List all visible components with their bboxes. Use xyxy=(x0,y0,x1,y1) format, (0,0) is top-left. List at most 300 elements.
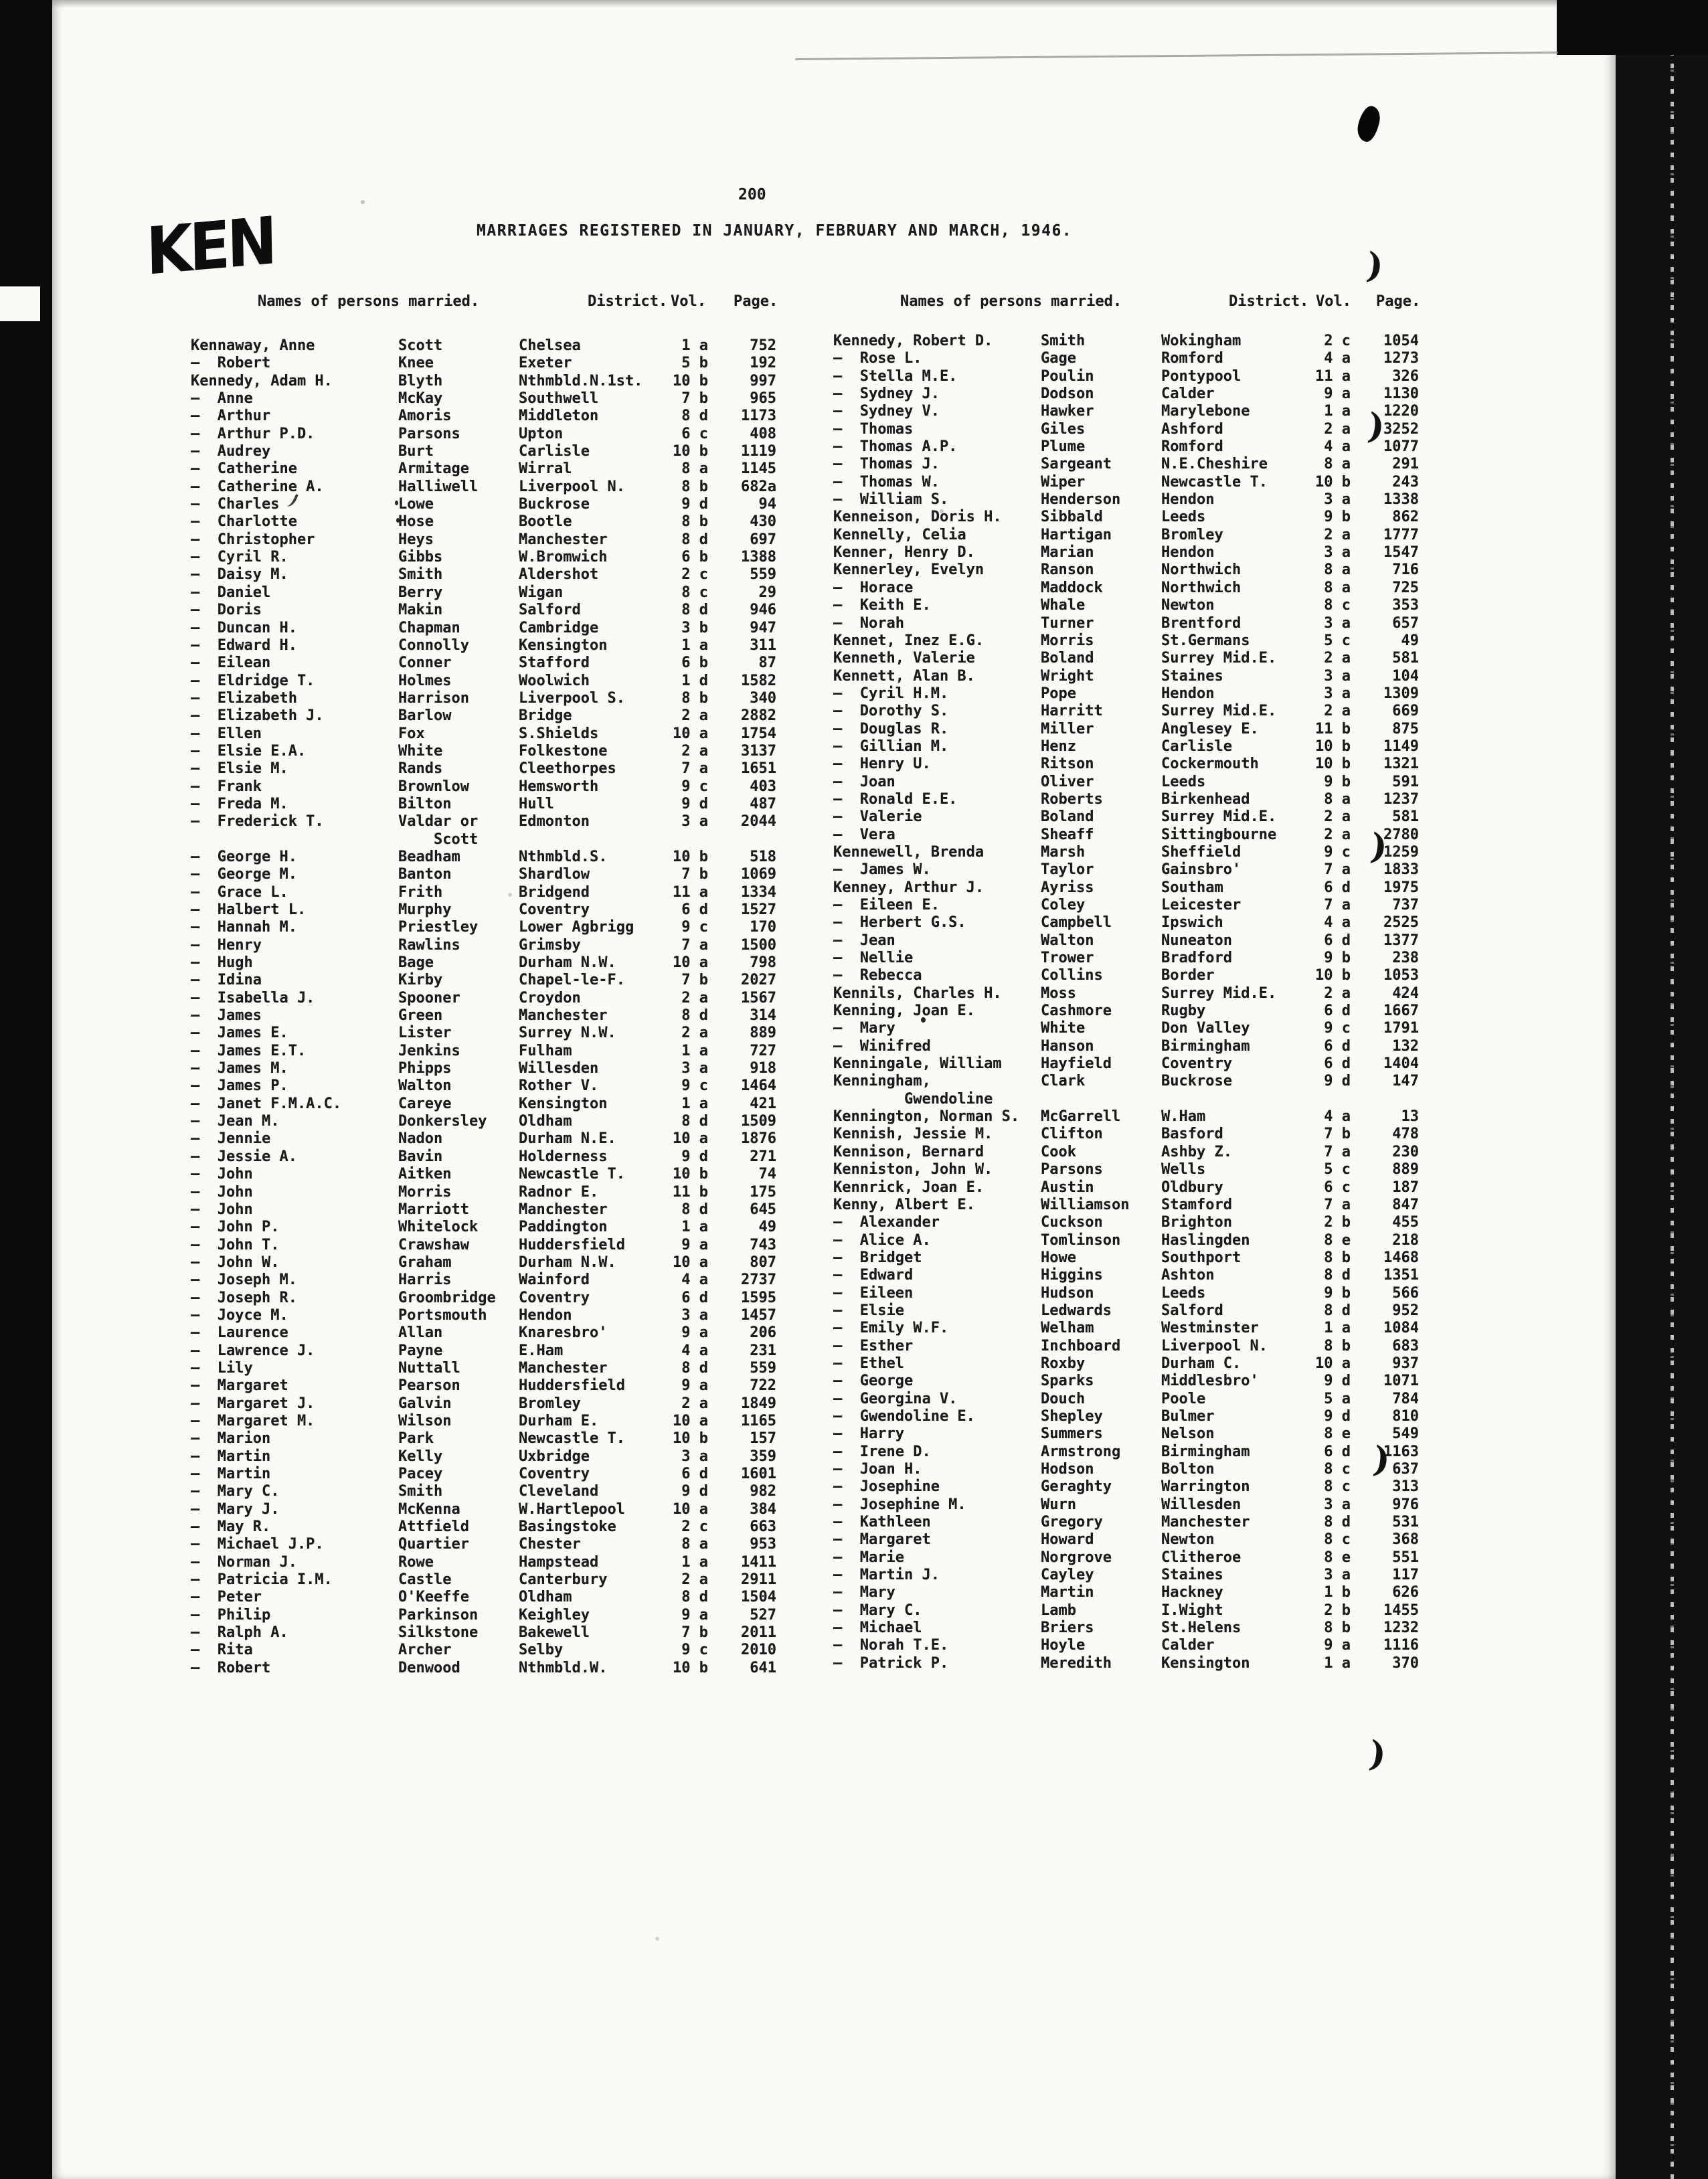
index-row xyxy=(833,1144,1429,1161)
index-row xyxy=(833,1531,1429,1549)
index-row xyxy=(833,1055,1429,1073)
name-cell: — Emily W.F. xyxy=(833,1320,949,1337)
name-cell: — Jean M. xyxy=(191,1113,280,1130)
volume-cell: 6 c xyxy=(681,425,708,442)
volume-cell: 3 a xyxy=(1324,1567,1351,1584)
index-row xyxy=(833,1425,1429,1443)
page-ref-cell: 716 xyxy=(1392,561,1419,579)
name-cell: — Rose L. xyxy=(833,350,922,367)
name-cell: Kennedy, Robert D. xyxy=(833,333,993,349)
spouse-surname-cell: Henderson xyxy=(1041,491,1121,509)
spouse-surname-cell: Armitage xyxy=(398,460,469,478)
volume-cell: 2 c xyxy=(1324,333,1351,349)
spouse-surname-cell: Walton xyxy=(1041,932,1094,949)
district-cell: Oldbury xyxy=(1161,1179,1223,1196)
index-column-right xyxy=(833,333,1429,1672)
name-cell: — Horace xyxy=(833,579,914,596)
volume-cell: 1 a xyxy=(681,337,708,354)
volume-cell: 1 b xyxy=(1324,1584,1351,1601)
page-ref-cell: 170 xyxy=(750,919,776,936)
spouse-surname-cell: White xyxy=(1041,1020,1086,1037)
volume-cell: 8 c xyxy=(681,584,708,601)
spouse-surname-cell: Gibbs xyxy=(398,549,443,566)
spouse-surname-cell: Sargeant xyxy=(1041,456,1112,473)
index-row xyxy=(833,1444,1429,1461)
page-ref-cell: 1220 xyxy=(1383,403,1419,420)
page-ref-cell: 1457 xyxy=(741,1306,776,1324)
index-row xyxy=(191,743,786,760)
name-cell: — John W. xyxy=(191,1253,280,1271)
name-cell: — Irene D. xyxy=(833,1443,931,1460)
page-ref-cell: 566 xyxy=(1392,1284,1419,1302)
volume-cell: 2 a xyxy=(681,1395,708,1412)
index-row xyxy=(191,901,786,919)
page-ref-cell: 559 xyxy=(750,1359,776,1377)
page-ref-cell: 1321 xyxy=(1383,756,1419,773)
spouse-surname-cell: Tomlinson xyxy=(1041,1231,1121,1249)
name-cell: — Josephine xyxy=(833,1478,940,1496)
page-ref-cell: 359 xyxy=(750,1448,776,1465)
district-cell: Northwich xyxy=(1161,579,1242,596)
spouse-surname-cell: Harris xyxy=(398,1272,452,1289)
page-ref-cell: 727 xyxy=(750,1042,776,1059)
spouse-surname-cell: Cashmore xyxy=(1041,1003,1112,1020)
district-cell: Grimsby xyxy=(519,936,581,954)
index-row xyxy=(191,373,786,390)
volume-cell: 9 d xyxy=(681,1483,708,1500)
page-ref-cell: 94 xyxy=(758,496,776,513)
spouse-surname-cell: Phipps xyxy=(398,1060,452,1077)
district-cell: Staines xyxy=(1161,667,1223,685)
district-cell: Newton xyxy=(1161,597,1215,614)
volume-cell: 8 d xyxy=(681,1359,708,1377)
page-ref-cell: 74 xyxy=(758,1166,776,1183)
volume-cell: 6 d xyxy=(1324,1037,1351,1055)
index-row xyxy=(833,808,1429,826)
district-cell: W.Hartlepool xyxy=(519,1500,625,1518)
spouse-surname-cell: Careye xyxy=(398,1095,452,1112)
page-ref-cell: 13 xyxy=(1401,1108,1419,1126)
page-ref-cell: 1165 xyxy=(741,1412,776,1429)
district-cell: Manchester xyxy=(519,1007,608,1025)
name-cell: — Grace L. xyxy=(191,883,288,901)
volume-cell: 8 b xyxy=(681,513,708,531)
volume-cell: 9 c xyxy=(1324,1020,1351,1037)
district-cell: Ashford xyxy=(1161,420,1223,438)
district-cell: Don Valley xyxy=(1161,1020,1250,1037)
name-cell: — Hugh xyxy=(191,954,253,972)
index-row xyxy=(191,796,786,813)
name-cell: — Cyril R. xyxy=(191,549,288,566)
volume-cell: 8 b xyxy=(1324,1249,1351,1266)
index-row xyxy=(191,1660,786,1677)
page-ref-cell: 1273 xyxy=(1383,350,1419,367)
spouse-surname-cell: Lowe xyxy=(398,496,434,513)
district-cell: Stafford xyxy=(519,655,590,672)
page-ref-cell: 581 xyxy=(1392,808,1419,826)
spouse-surname-cell: Douch xyxy=(1041,1390,1086,1407)
district-cell: Selby xyxy=(519,1642,564,1659)
spouse-surname-cell: Maddock xyxy=(1041,579,1103,596)
page-ref-cell: 1975 xyxy=(1383,879,1419,896)
volume-cell: 8 c xyxy=(1324,597,1351,614)
spouse-surname-cell: Pope xyxy=(1041,685,1076,702)
district-cell: Buckrose xyxy=(1161,1073,1232,1090)
spouse-surname-cell: Boland xyxy=(1041,808,1094,826)
district-cell: W.Bromwich xyxy=(519,549,608,566)
name-cell: — Margaret J. xyxy=(191,1395,315,1412)
index-row xyxy=(833,1232,1429,1249)
spouse-surname-cell: O'Keeffe xyxy=(398,1589,469,1606)
spouse-surname-cell: Hudson xyxy=(1041,1284,1094,1302)
district-cell: Border xyxy=(1161,967,1215,984)
index-row xyxy=(833,1003,1429,1020)
spouse-surname-cell: Crawshaw xyxy=(398,1236,469,1253)
index-row xyxy=(833,1620,1429,1637)
name-cell: — Mary xyxy=(833,1584,895,1601)
name-cell: Kennerley, Evelyn xyxy=(833,561,985,579)
index-row xyxy=(191,707,786,725)
page-ref-cell: 889 xyxy=(1392,1161,1419,1179)
volume-cell: 10 b xyxy=(673,1430,708,1448)
district-cell: Kensington xyxy=(519,1095,608,1112)
index-row xyxy=(191,1448,786,1466)
index-row xyxy=(191,1290,786,1307)
volume-cell: 9 d xyxy=(1324,1073,1351,1090)
spouse-surname-cell: Donkersley xyxy=(398,1113,487,1130)
page-ref-cell: 1509 xyxy=(741,1113,776,1130)
volume-cell: 9 d xyxy=(1324,1407,1351,1425)
district-cell: Buckrose xyxy=(519,496,590,513)
page-ref-cell: 1595 xyxy=(741,1289,776,1306)
name-cell: — Janet F.M.A.C. xyxy=(191,1095,342,1112)
index-row xyxy=(191,1324,786,1342)
spouse-surname-cell: Howe xyxy=(1041,1249,1076,1266)
page-ref-cell: 271 xyxy=(750,1148,776,1165)
index-row xyxy=(191,1272,786,1289)
index-row xyxy=(833,1461,1429,1478)
name-cell: — Elsie M. xyxy=(191,760,288,778)
index-row xyxy=(833,1478,1429,1496)
index-row xyxy=(191,620,786,637)
index-row xyxy=(833,1038,1429,1055)
district-cell: Manchester xyxy=(519,1359,608,1377)
spouse-surname-cell: Spooner xyxy=(398,989,460,1007)
district-cell: E.Ham xyxy=(519,1342,564,1359)
name-cell: — Elizabeth J. xyxy=(191,707,324,725)
index-row xyxy=(191,355,786,372)
name-cell: — James M. xyxy=(191,1060,288,1077)
index-row xyxy=(833,385,1429,403)
district-cell: Wokingham xyxy=(1161,333,1242,349)
index-row xyxy=(833,1655,1429,1672)
district-cell: Wainford xyxy=(519,1272,590,1289)
volume-cell: 10 b xyxy=(1315,967,1351,984)
volume-cell: 5 a xyxy=(1324,1390,1351,1407)
page-ref-cell: 1377 xyxy=(1383,932,1419,949)
index-row xyxy=(833,1267,1429,1284)
index-row xyxy=(191,849,786,866)
volume-cell: 6 d xyxy=(1324,1055,1351,1073)
district-cell: Stamford xyxy=(1161,1196,1232,1213)
district-cell: Carlisle xyxy=(519,443,590,460)
district-cell: Poole xyxy=(1161,1390,1206,1407)
spouse-surname-cell: Boland xyxy=(1041,650,1094,667)
name-cell: — John xyxy=(191,1183,253,1201)
page-ref-cell: 1388 xyxy=(741,549,776,566)
district-cell: Staines xyxy=(1161,1567,1223,1584)
index-row xyxy=(833,350,1429,367)
volume-cell: 3 b xyxy=(681,619,708,636)
volume-cell: 2 a xyxy=(1324,808,1351,826)
name-cell: — Kathleen xyxy=(833,1514,931,1531)
district-cell: Surrey Mid.E. xyxy=(1161,984,1277,1002)
district-cell: Middlesbro' xyxy=(1161,1373,1259,1390)
index-row xyxy=(191,602,786,619)
volume-cell: 9 a xyxy=(1324,385,1351,403)
district-cell: Gainsbro' xyxy=(1161,861,1242,879)
volume-cell: 2 a xyxy=(681,1025,708,1042)
index-row xyxy=(191,1113,786,1130)
index-row xyxy=(191,1237,786,1254)
index-row xyxy=(833,580,1429,597)
district-cell: Newcastle T. xyxy=(1161,473,1268,491)
name-cell: — Philip xyxy=(191,1606,271,1624)
volume-cell: 1 a xyxy=(1324,403,1351,420)
spouse-surname-cell: McKay xyxy=(398,390,443,408)
index-row xyxy=(191,937,786,954)
index-row xyxy=(833,1584,1429,1601)
district-cell: I.Wight xyxy=(1161,1601,1223,1619)
page-ref-cell: 314 xyxy=(750,1007,776,1025)
index-row xyxy=(191,1624,786,1642)
page-ref-cell: 192 xyxy=(750,355,776,372)
volume-cell: 3 a xyxy=(681,813,708,831)
column-header-vol: Vol. xyxy=(1316,293,1351,310)
volume-cell: 3 a xyxy=(1324,1496,1351,1513)
volume-cell: 8 d xyxy=(1324,1302,1351,1319)
index-row xyxy=(833,561,1429,579)
district-cell: Cleveland xyxy=(519,1483,599,1500)
district-cell: Chester xyxy=(519,1536,581,1553)
page-ref-cell: 1232 xyxy=(1383,1620,1419,1637)
district-cell: Northwich xyxy=(1161,561,1242,579)
spouse-surname-cell: Blyth xyxy=(398,372,443,389)
volume-cell: 9 a xyxy=(681,1606,708,1624)
district-cell: Shardlow xyxy=(519,866,590,883)
index-row xyxy=(191,972,786,989)
page-ref-cell: 175 xyxy=(750,1183,776,1201)
spouse-surname-cell: Whale xyxy=(1041,597,1086,614)
name-cell: — Alice A. xyxy=(833,1231,931,1249)
name-cell: — Thomas W. xyxy=(833,473,940,491)
district-cell: Birmingham xyxy=(1161,1037,1250,1055)
volume-cell: 9 c xyxy=(681,919,708,936)
spouse-surname-cell: Valdar or xyxy=(398,813,479,831)
index-row xyxy=(191,813,786,831)
district-cell: Newcastle T. xyxy=(519,1166,625,1183)
volume-cell: 10 b xyxy=(1315,473,1351,491)
volume-cell: 2 a xyxy=(1324,420,1351,438)
volume-cell: 8 d xyxy=(681,1007,708,1025)
page-ref-cell: 1667 xyxy=(1383,1003,1419,1020)
page-ref-cell: 478 xyxy=(1392,1126,1419,1143)
volume-cell: 8 a xyxy=(1324,579,1351,596)
name-cell: Kennils, Charles H. xyxy=(833,984,1002,1002)
name-cell: — Dorothy S. xyxy=(833,703,949,720)
name-cell: — Joseph R. xyxy=(191,1289,297,1306)
volume-cell: 11 a xyxy=(673,883,708,901)
name-cell: — Rita xyxy=(191,1642,253,1659)
district-cell: Hemsworth xyxy=(519,778,599,795)
district-cell: Hendon xyxy=(519,1306,572,1324)
index-row xyxy=(191,1219,786,1236)
name-cell: — Herbert G.S. xyxy=(833,914,966,932)
volume-cell: 1 d xyxy=(681,672,708,689)
volume-cell: 3 a xyxy=(1324,544,1351,561)
index-row xyxy=(191,1589,786,1606)
pen-mark-paren: ) xyxy=(1371,1438,1393,1482)
index-row xyxy=(833,879,1429,897)
district-cell: Oldham xyxy=(519,1113,572,1130)
index-row xyxy=(191,1518,786,1536)
index-row xyxy=(833,1391,1429,1408)
name-cell: — Sydney V. xyxy=(833,403,940,420)
name-cell: — Norah T.E. xyxy=(833,1637,949,1654)
index-row xyxy=(191,1025,786,1042)
district-cell: St.Helens xyxy=(1161,1620,1242,1637)
index-row xyxy=(833,967,1429,984)
page-ref-cell: 997 xyxy=(750,372,776,389)
volume-cell: 9 a xyxy=(681,1377,708,1395)
page-ref-cell: 313 xyxy=(1392,1478,1419,1496)
page-ref-cell: 368 xyxy=(1392,1531,1419,1549)
page-ref-cell: 1130 xyxy=(1383,385,1419,403)
index-row xyxy=(833,914,1429,932)
name-cell: — May R. xyxy=(191,1518,271,1536)
district-cell: Surrey Mid.E. xyxy=(1161,808,1277,826)
spouse-surname-cell: Smith xyxy=(398,566,443,584)
district-cell: Haslingden xyxy=(1161,1231,1250,1249)
page-ref-cell: 518 xyxy=(750,848,776,865)
name-cell: — Halbert L. xyxy=(191,901,307,918)
spouse-surname-cell: Armstrong xyxy=(1041,1443,1121,1460)
page-ref-cell: 238 xyxy=(1392,950,1419,967)
index-row xyxy=(833,685,1429,703)
volume-cell: 4 a xyxy=(681,1272,708,1289)
name-cell: — Frank xyxy=(191,778,262,795)
index-row xyxy=(191,990,786,1007)
district-cell: Middleton xyxy=(519,408,599,425)
page-ref-cell: 1149 xyxy=(1383,737,1419,755)
page-ref-cell: 326 xyxy=(1392,367,1419,385)
district-cell: Chapel-le-F. xyxy=(519,972,625,989)
volume-cell: 8 d xyxy=(681,1201,708,1218)
name-cell: — George H. xyxy=(191,848,297,865)
dust-specks xyxy=(0,0,3,3)
index-row xyxy=(191,725,786,743)
name-cell: — Michael J.P. xyxy=(191,1536,324,1553)
volume-cell: 9 a xyxy=(681,1236,708,1253)
volume-cell: 7 a xyxy=(1324,1196,1351,1213)
spouse-surname-cell: Green xyxy=(398,1007,443,1025)
name-cell: Kenniston, John W. xyxy=(833,1161,993,1179)
index-row xyxy=(833,368,1429,385)
spouse-surname-cell: Halliwell xyxy=(398,478,479,495)
volume-cell: 7 a xyxy=(1324,897,1351,913)
page-ref-cell: 1411 xyxy=(741,1553,776,1571)
volume-cell: 6 d xyxy=(681,1289,708,1306)
name-cell: Kenneison, Doris H. xyxy=(833,509,1002,526)
volume-cell: 8 e xyxy=(1324,1425,1351,1443)
spouse-surname-cell: Meredith xyxy=(1041,1654,1112,1672)
district-cell: Coventry xyxy=(1161,1055,1232,1073)
index-row xyxy=(191,778,786,796)
district-cell: Liverpool S. xyxy=(519,689,625,707)
page-ref-cell: 243 xyxy=(1392,473,1419,491)
spouse-surname-cell: Ledwards xyxy=(1041,1302,1112,1319)
district-cell: Coventry xyxy=(519,901,590,918)
district-cell: Hull xyxy=(519,795,554,812)
page-ref-cell: 645 xyxy=(750,1201,776,1218)
district-cell: Huddersfield xyxy=(519,1377,625,1395)
district-cell: Willesden xyxy=(1161,1496,1242,1513)
left-margin-notch xyxy=(0,286,40,321)
index-row xyxy=(191,443,786,460)
name-cell: Kenneth, Valerie xyxy=(833,650,975,667)
spouse-surname-cell: Groombridge xyxy=(398,1289,496,1306)
index-row xyxy=(833,703,1429,720)
volume-cell: 10 a xyxy=(673,954,708,972)
index-row xyxy=(191,1466,786,1483)
page-ref-cell: 1601 xyxy=(741,1466,776,1482)
index-row xyxy=(833,421,1429,438)
index-row xyxy=(191,1554,786,1571)
spouse-surname-cell: Dodson xyxy=(1041,385,1094,403)
index-row xyxy=(191,760,786,778)
spouse-surname-cell: Parsons xyxy=(398,425,460,442)
spouse-surname-cell: Taylor xyxy=(1041,861,1094,879)
index-row xyxy=(833,474,1429,491)
spouse-surname-cell: Marian xyxy=(1041,544,1094,561)
name-cell: — Lawrence J. xyxy=(191,1342,315,1359)
index-row xyxy=(833,456,1429,473)
page-ref-cell: 230 xyxy=(1392,1143,1419,1160)
spouse-surname-cell: Beadham xyxy=(398,848,460,865)
page-ref-cell: 581 xyxy=(1392,650,1419,667)
district-cell: Coventry xyxy=(519,1289,590,1306)
spouse-surname-cell: Gregory xyxy=(1041,1514,1103,1531)
spouse-surname-cell: Roxby xyxy=(1041,1355,1086,1372)
district-cell: Liverpool N. xyxy=(1161,1337,1268,1355)
page-ref-cell: 87 xyxy=(758,655,776,672)
page-ref-cell: 2011 xyxy=(741,1624,776,1642)
page-ref-cell: 683 xyxy=(1392,1337,1419,1355)
name-cell: Kennrick, Joan E. xyxy=(833,1179,985,1196)
page-ref-cell: 1351 xyxy=(1383,1267,1419,1284)
spouse-surname-cell: Ayriss xyxy=(1041,879,1094,896)
page-ref-cell: 918 xyxy=(750,1060,776,1077)
district-cell: Cambridge xyxy=(519,619,599,636)
volume-cell: 2 a xyxy=(681,1571,708,1589)
page-ref-cell: 49 xyxy=(1401,632,1419,649)
volume-cell: 2 b xyxy=(1324,1214,1351,1231)
page-ref-cell: 1833 xyxy=(1383,861,1419,879)
page-ref-cell: 1547 xyxy=(1383,544,1419,561)
name-cell: — Norman J. xyxy=(191,1553,297,1571)
index-row xyxy=(191,1201,786,1219)
name-cell: — Marie xyxy=(833,1549,904,1566)
